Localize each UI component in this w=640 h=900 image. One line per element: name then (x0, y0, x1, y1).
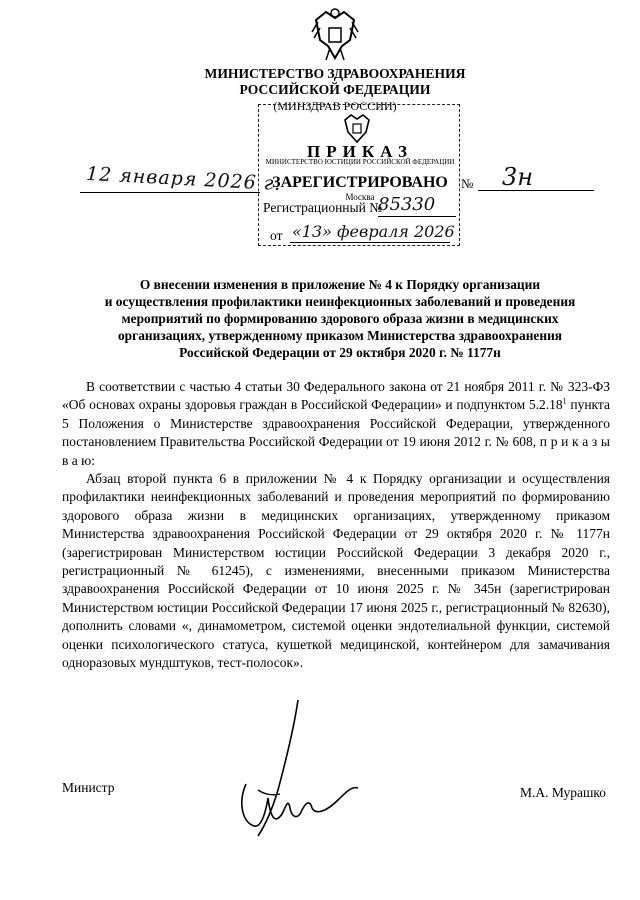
number-underline (478, 190, 594, 191)
stamp-registered: ЗАРЕГИСТРИРОВАНО (272, 174, 448, 191)
stamp-from-date: «13» февраля 2026 (292, 222, 455, 241)
preamble-text-a: В соответствии с частью 4 статьи 30 Федерального закона от 21 ноября 2011 г. № 323-ФЗ «Об основах охраны здоровья граждан в Российской Федерации» и подпунктом 5.2.18 (62, 379, 610, 413)
paragraph-preamble (62, 378, 610, 470)
preamble-text-b: пункта 5 Положения о Министерстве здравоохранения Российской Федерации, утвержденного постановлением Правительства Российской Федерации от 19 июня 2012 г. № 608, п р и к а з ы в а ю: (62, 397, 610, 468)
document-body (62, 378, 610, 673)
stamp-regnum-underline (378, 216, 456, 217)
document-title (60, 276, 620, 361)
paragraph-order-text: Абзац второй пункта 6 в приложении № 4 к Порядку организации и осуществления профилактики неинфекционных заболеваний и проведения мероприятий по формированию здорового образа жизни в медицинских организациях, утвержденному приказом Министерства здравоохранения Российской Федерации от 29 октября 2020 г. № 1177н (зарегистрирован Министерством юстиции Российской Федерации 3 декабря 2020 г., регистрационный № 61245), с изменениями, внесенными приказом Министерства здравоохранения Российской Федерации от 10 июня 2025 г. № 345н (зарегистрирован Министерством юстиции Российской Федерации 17 июня 2025 г., регистрационный № 82630), дополнить словами «, динамометром, системой оценки эндотелиальной функции, системой оценки психологического статуса, кушеткой медицинской, контейнером для замачивания одноразовых мундштуков, тест-полосок». (62, 471, 610, 671)
stamp-city: Москва (345, 192, 375, 202)
title-line: мероприятий по формированию здорового образа жизни в медицинских (121, 311, 559, 326)
title-line: и осуществления профилактики неинфекционных заболеваний и проведения (104, 294, 576, 309)
title-line: организациях, утвержденному приказом Министерства здравоохранения (117, 328, 563, 343)
ministry-abbreviation: (МИНЗДРАВ РОССИИ) (273, 99, 397, 113)
stamp-ministry: МИНИСТЕРСТВО ЮСТИЦИИ РОССИЙСКОЙ ФЕДЕРАЦИИ (265, 158, 455, 166)
signatory-name: М.А. Мурашко (520, 785, 607, 800)
footnote-marker: 1 (562, 396, 567, 406)
stamp-emblem-icon (340, 112, 374, 146)
title-line: Российской Федерации от 29 октября 2020 г. № 1177н (179, 345, 501, 360)
order-number-sign: № (461, 176, 474, 191)
ministry-name-line2: РОССИЙСКОЙ ФЕДЕРАЦИИ (239, 82, 431, 97)
title-line: О внесении изменения в приложение № 4 к Порядку организации (139, 277, 541, 292)
handwritten-signature (228, 698, 368, 848)
stamp-from-label: от (270, 228, 283, 243)
ministry-name-line1: МИНИСТЕРСТВО ЗДРАВООХРАНЕНИЯ (204, 66, 466, 81)
signatory-title: Министр (62, 780, 115, 795)
coat-of-arms-icon (308, 6, 362, 66)
date-underline (80, 192, 260, 193)
stamp-regnum-label: Регистрационный № (263, 200, 383, 215)
stamp-date-underline (290, 242, 450, 243)
stamp-prikaz: ПРИКАЗ (307, 142, 413, 161)
order-number: 3н (502, 163, 534, 191)
stamp-regnum-value: 85330 (378, 194, 436, 215)
order-date: 12 января 2026 г. (85, 162, 282, 196)
